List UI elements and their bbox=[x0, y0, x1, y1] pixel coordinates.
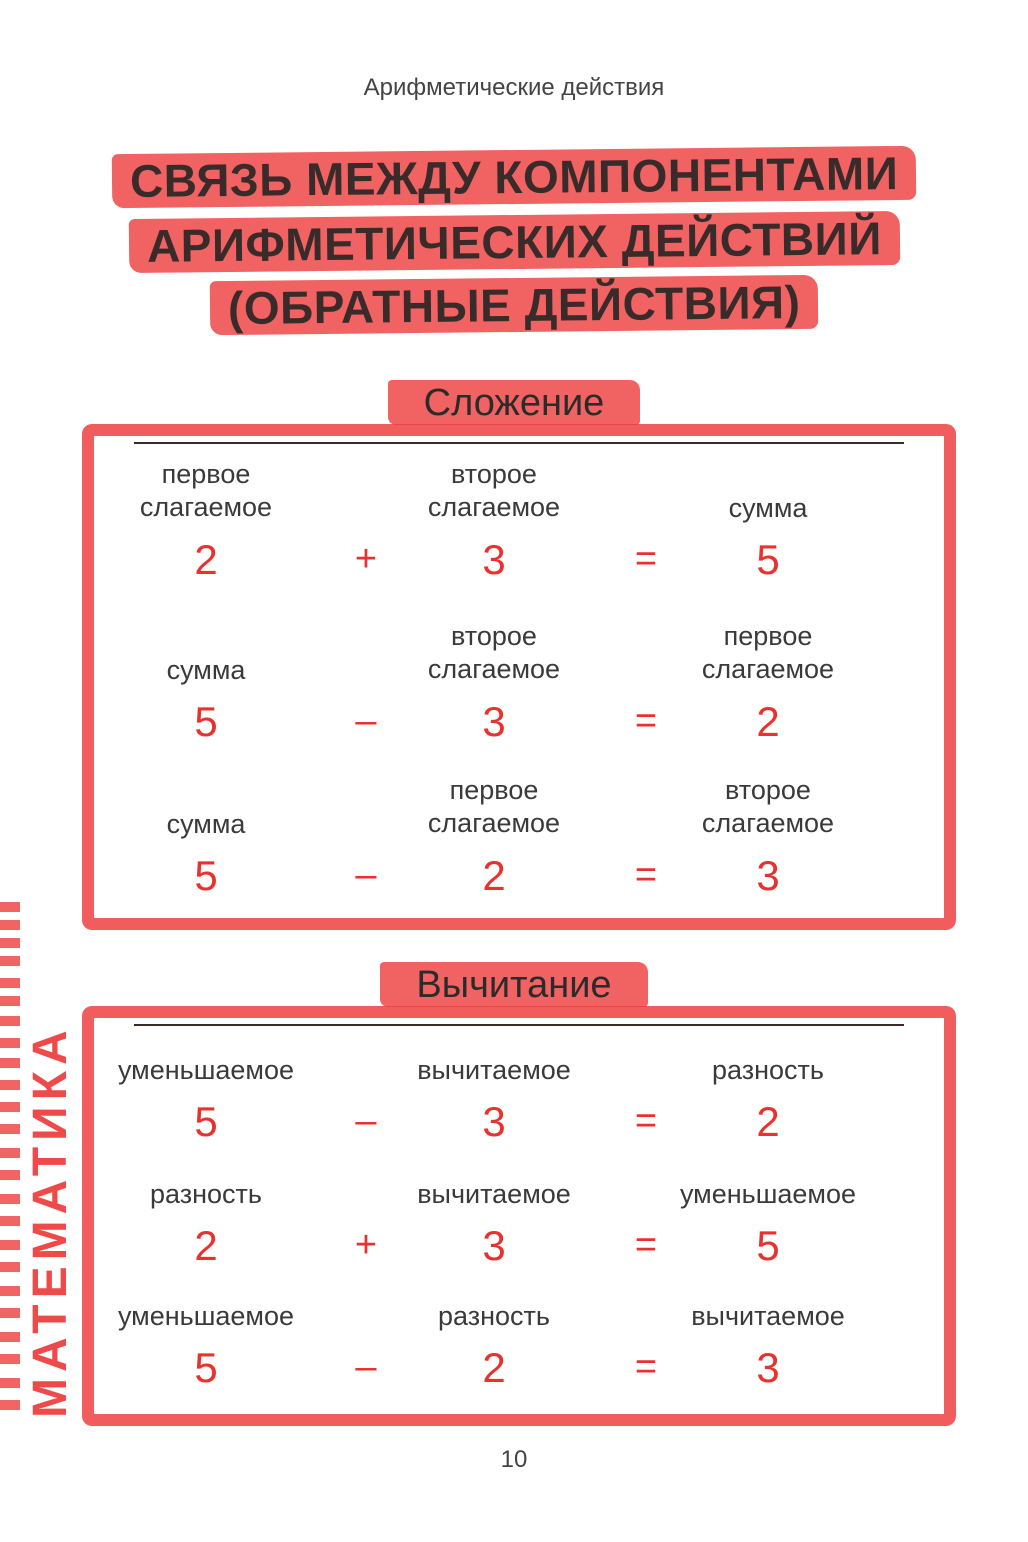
term-label: второе слагаемое bbox=[427, 621, 561, 684]
term-value: 5 bbox=[194, 1344, 218, 1391]
term-label: сумма bbox=[166, 809, 246, 839]
side-stripes-graphic bbox=[0, 898, 76, 1438]
term-label: второе слагаемое bbox=[427, 459, 561, 522]
operator-sign: – bbox=[355, 1346, 377, 1388]
term-value: 5 bbox=[756, 1222, 780, 1269]
term-label: разность bbox=[150, 1179, 262, 1209]
term-label: уменьшаемое bbox=[117, 1055, 295, 1085]
equals-sign: = bbox=[634, 1224, 658, 1266]
title-line-2: АРИФМЕТИЧЕСКИХ ДЕЙСТВИЙ bbox=[128, 211, 899, 273]
term-value: 3 bbox=[482, 536, 506, 583]
running-head: Арифметические действия bbox=[363, 74, 665, 101]
equals-sign: = bbox=[634, 1100, 658, 1142]
term-value: 3 bbox=[756, 852, 780, 899]
side-subject-mark bbox=[0, 898, 76, 1438]
term-label: уменьшаемое bbox=[679, 1179, 857, 1209]
operator-sign: – bbox=[355, 700, 377, 742]
operator-sign: + bbox=[354, 1224, 378, 1266]
equals-sign: = bbox=[634, 854, 658, 896]
equals-sign: = bbox=[634, 538, 658, 580]
term-value: 5 bbox=[194, 698, 218, 745]
subtraction-box bbox=[82, 1006, 956, 1426]
term-label: второе слагаемое bbox=[701, 775, 835, 838]
term-value: 2 bbox=[194, 1222, 218, 1269]
operator-sign: – bbox=[355, 1100, 377, 1142]
term-label: разность bbox=[712, 1055, 824, 1085]
term-value: 3 bbox=[756, 1344, 780, 1391]
addition-heading: Сложение bbox=[0, 380, 1028, 425]
page-number: 10 bbox=[500, 1446, 528, 1473]
term-value: 5 bbox=[194, 1098, 218, 1145]
term-label: вычитаемое bbox=[691, 1301, 845, 1331]
term-label: вычитаемое bbox=[417, 1179, 571, 1209]
subtraction-heading: Вычитание bbox=[0, 962, 1028, 1007]
term-value: 2 bbox=[482, 1344, 506, 1391]
title-line-1: СВЯЗЬ МЕЖДУ КОМПОНЕНТАМИ bbox=[112, 146, 917, 208]
term-label: уменьшаемое bbox=[117, 1301, 295, 1331]
operator-sign: + bbox=[354, 538, 378, 580]
term-value: 3 bbox=[482, 698, 506, 745]
term-value: 5 bbox=[756, 536, 780, 583]
term-label: вычитаемое bbox=[417, 1055, 571, 1085]
term-label: первое слагаемое bbox=[427, 775, 561, 838]
term-value: 5 bbox=[194, 852, 218, 899]
term-label: разность bbox=[438, 1301, 550, 1331]
term-value: 2 bbox=[482, 852, 506, 899]
term-label: первое слагаемое bbox=[701, 621, 835, 684]
term-value: 3 bbox=[482, 1222, 506, 1269]
term-value: 2 bbox=[756, 698, 780, 745]
term-label: сумма bbox=[728, 493, 808, 523]
title-line-3: (ОБРАТНЫЕ ДЕЙСТВИЯ) bbox=[210, 275, 819, 335]
term-label: сумма bbox=[166, 655, 246, 685]
term-label: первое слагаемое bbox=[139, 459, 273, 522]
side-subject-label: МАТЕМАТИКА bbox=[24, 1024, 76, 1418]
term-value: 2 bbox=[194, 536, 218, 583]
operator-sign: – bbox=[355, 854, 377, 896]
divider bbox=[134, 442, 904, 444]
divider bbox=[134, 1024, 904, 1026]
addition-box bbox=[82, 424, 956, 930]
equals-sign: = bbox=[634, 700, 658, 742]
term-value: 2 bbox=[756, 1098, 780, 1145]
term-value: 3 bbox=[482, 1098, 506, 1145]
equals-sign: = bbox=[634, 1346, 658, 1388]
